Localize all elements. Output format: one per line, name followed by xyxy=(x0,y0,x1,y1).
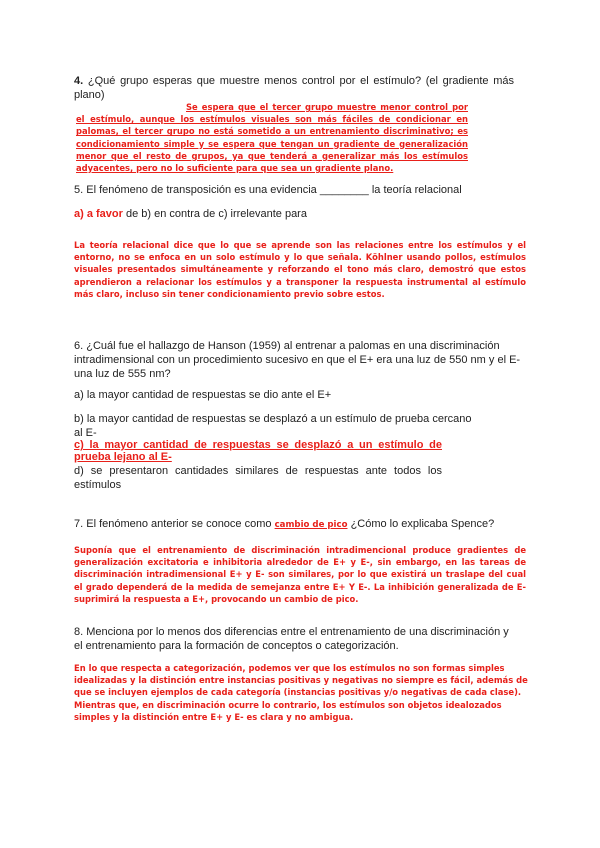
question-6-option-d: d) se presentaron cantidades similares de respuestas ante todos los estímulos xyxy=(74,465,442,491)
question-8: 8. Menciona por lo menos dos diferencias entre el entrenamiento de una discriminación y el entrenamiento para la formación de conceptos o categorización. xyxy=(74,626,509,652)
answer-8-line: simples y la distinción entre E+ y E- es clara y no ambigua. xyxy=(74,711,354,722)
answer-5: La teoría relacional dice que lo que se aprende son las relaciones entre los estímulos y el entorno, no se enfoca en un solo estímulo y lo que señala. Köhlner usando pollos, estímulos visuales presentados simultáneamente y reforzando el tono más claro, demostró que estos aprendieron a relacionar los estímulos y a transponer la respuesta instrumental al estímulo más claro, incluso sin tener condicionamiento previo sobre estos. xyxy=(74,240,526,299)
answer-7: Suponía que el entrenamiento de discriminación intradimencional produce gradientes de generalización excitatoria e inhibitoria alrededor de E+ y E-, sin embargo, en las tareas de discriminación intradimensional E+ y E- son similares, por lo que existirá un traslape del cual el grado dependerá de la medida de semejanza entre E+ Y E-. La inhibición generalizada de E- suprimirá la respuesta a E+, provocando un cambio de pico. xyxy=(74,545,526,604)
question-6-option-a: a) la mayor cantidad de respuestas se dio ante el E+ xyxy=(74,389,332,401)
question-5-options xyxy=(74,207,504,221)
answer-8-line: que se incluyen ejemplos de cada categoría (instancias positivas y/o negativas de cada clase). xyxy=(74,687,522,698)
question-5-other-options: de b) en contra de c) irrelevante para xyxy=(122,208,307,220)
question-6-option-c: c) la mayor cantidad de respuestas se desplazó a un estímulo de prueba lejano al E- xyxy=(74,439,442,463)
question-7-text-after: ¿Cómo lo explicaba Spence? xyxy=(350,518,495,530)
answer-8-line: Mientras que, en discriminación ocurre lo contrario, los estímulos son objetos idealozados xyxy=(74,699,502,710)
question-5-selected-option: a) a favor xyxy=(74,208,123,220)
question-7-text-before: 7. El fenómeno anterior se conoce como xyxy=(74,518,272,530)
question-7-inline-answer: cambio de pico xyxy=(274,520,348,530)
question-6: 6. ¿Cuál fue el hallazgo de Hanson (1959) al entrenar a palomas en una discriminación intradimensional con un procedimiento sucesivo en que el E+ era una luz de 550 nm y el E- una luz de 555 nm? xyxy=(74,340,521,380)
answer-8-line: En lo que respecta a categorización, podemos ver que los estímulos no son formas simples xyxy=(74,663,505,673)
question-5: 5. El fenómeno de transposición es una evidencia ________ la teoría relacional xyxy=(74,184,462,196)
question-4: 4. ¿Qué grupo esperas que muestre menos control por el estímulo? (el gradiente más plano) xyxy=(74,75,514,101)
answer-8-line: idealizadas y la distinción entre instancias positivas y negativas no siempre es fácil, además de xyxy=(74,675,528,686)
question-6-option-b: b) la mayor cantidad de respuestas se desplazó a un estímulo de prueba cercano al E- xyxy=(74,413,472,439)
answer-8 xyxy=(74,662,544,723)
question-7 xyxy=(74,517,534,531)
question-4-text: ¿Qué grupo esperas que muestre menos control por el estímulo? (el gradiente más plano) xyxy=(74,75,514,101)
question-4-number: 4 xyxy=(74,75,81,87)
answer-4: Se espera que el tercer grupo muestre menor control por el estímulo, aunque los estímulos visuales son más fáciles de condicionar en palomas, el tercer grupo no está sometido a un entrenamiento discriminativo; es condicionamiento simple y se espera que tengan un gradiente de generalización menor que el resto de grupos, ya que tenderá a generalizar más los estímulos adyacentes, pero no lo suficiente para que sea un gradiente plano. xyxy=(76,102,468,174)
